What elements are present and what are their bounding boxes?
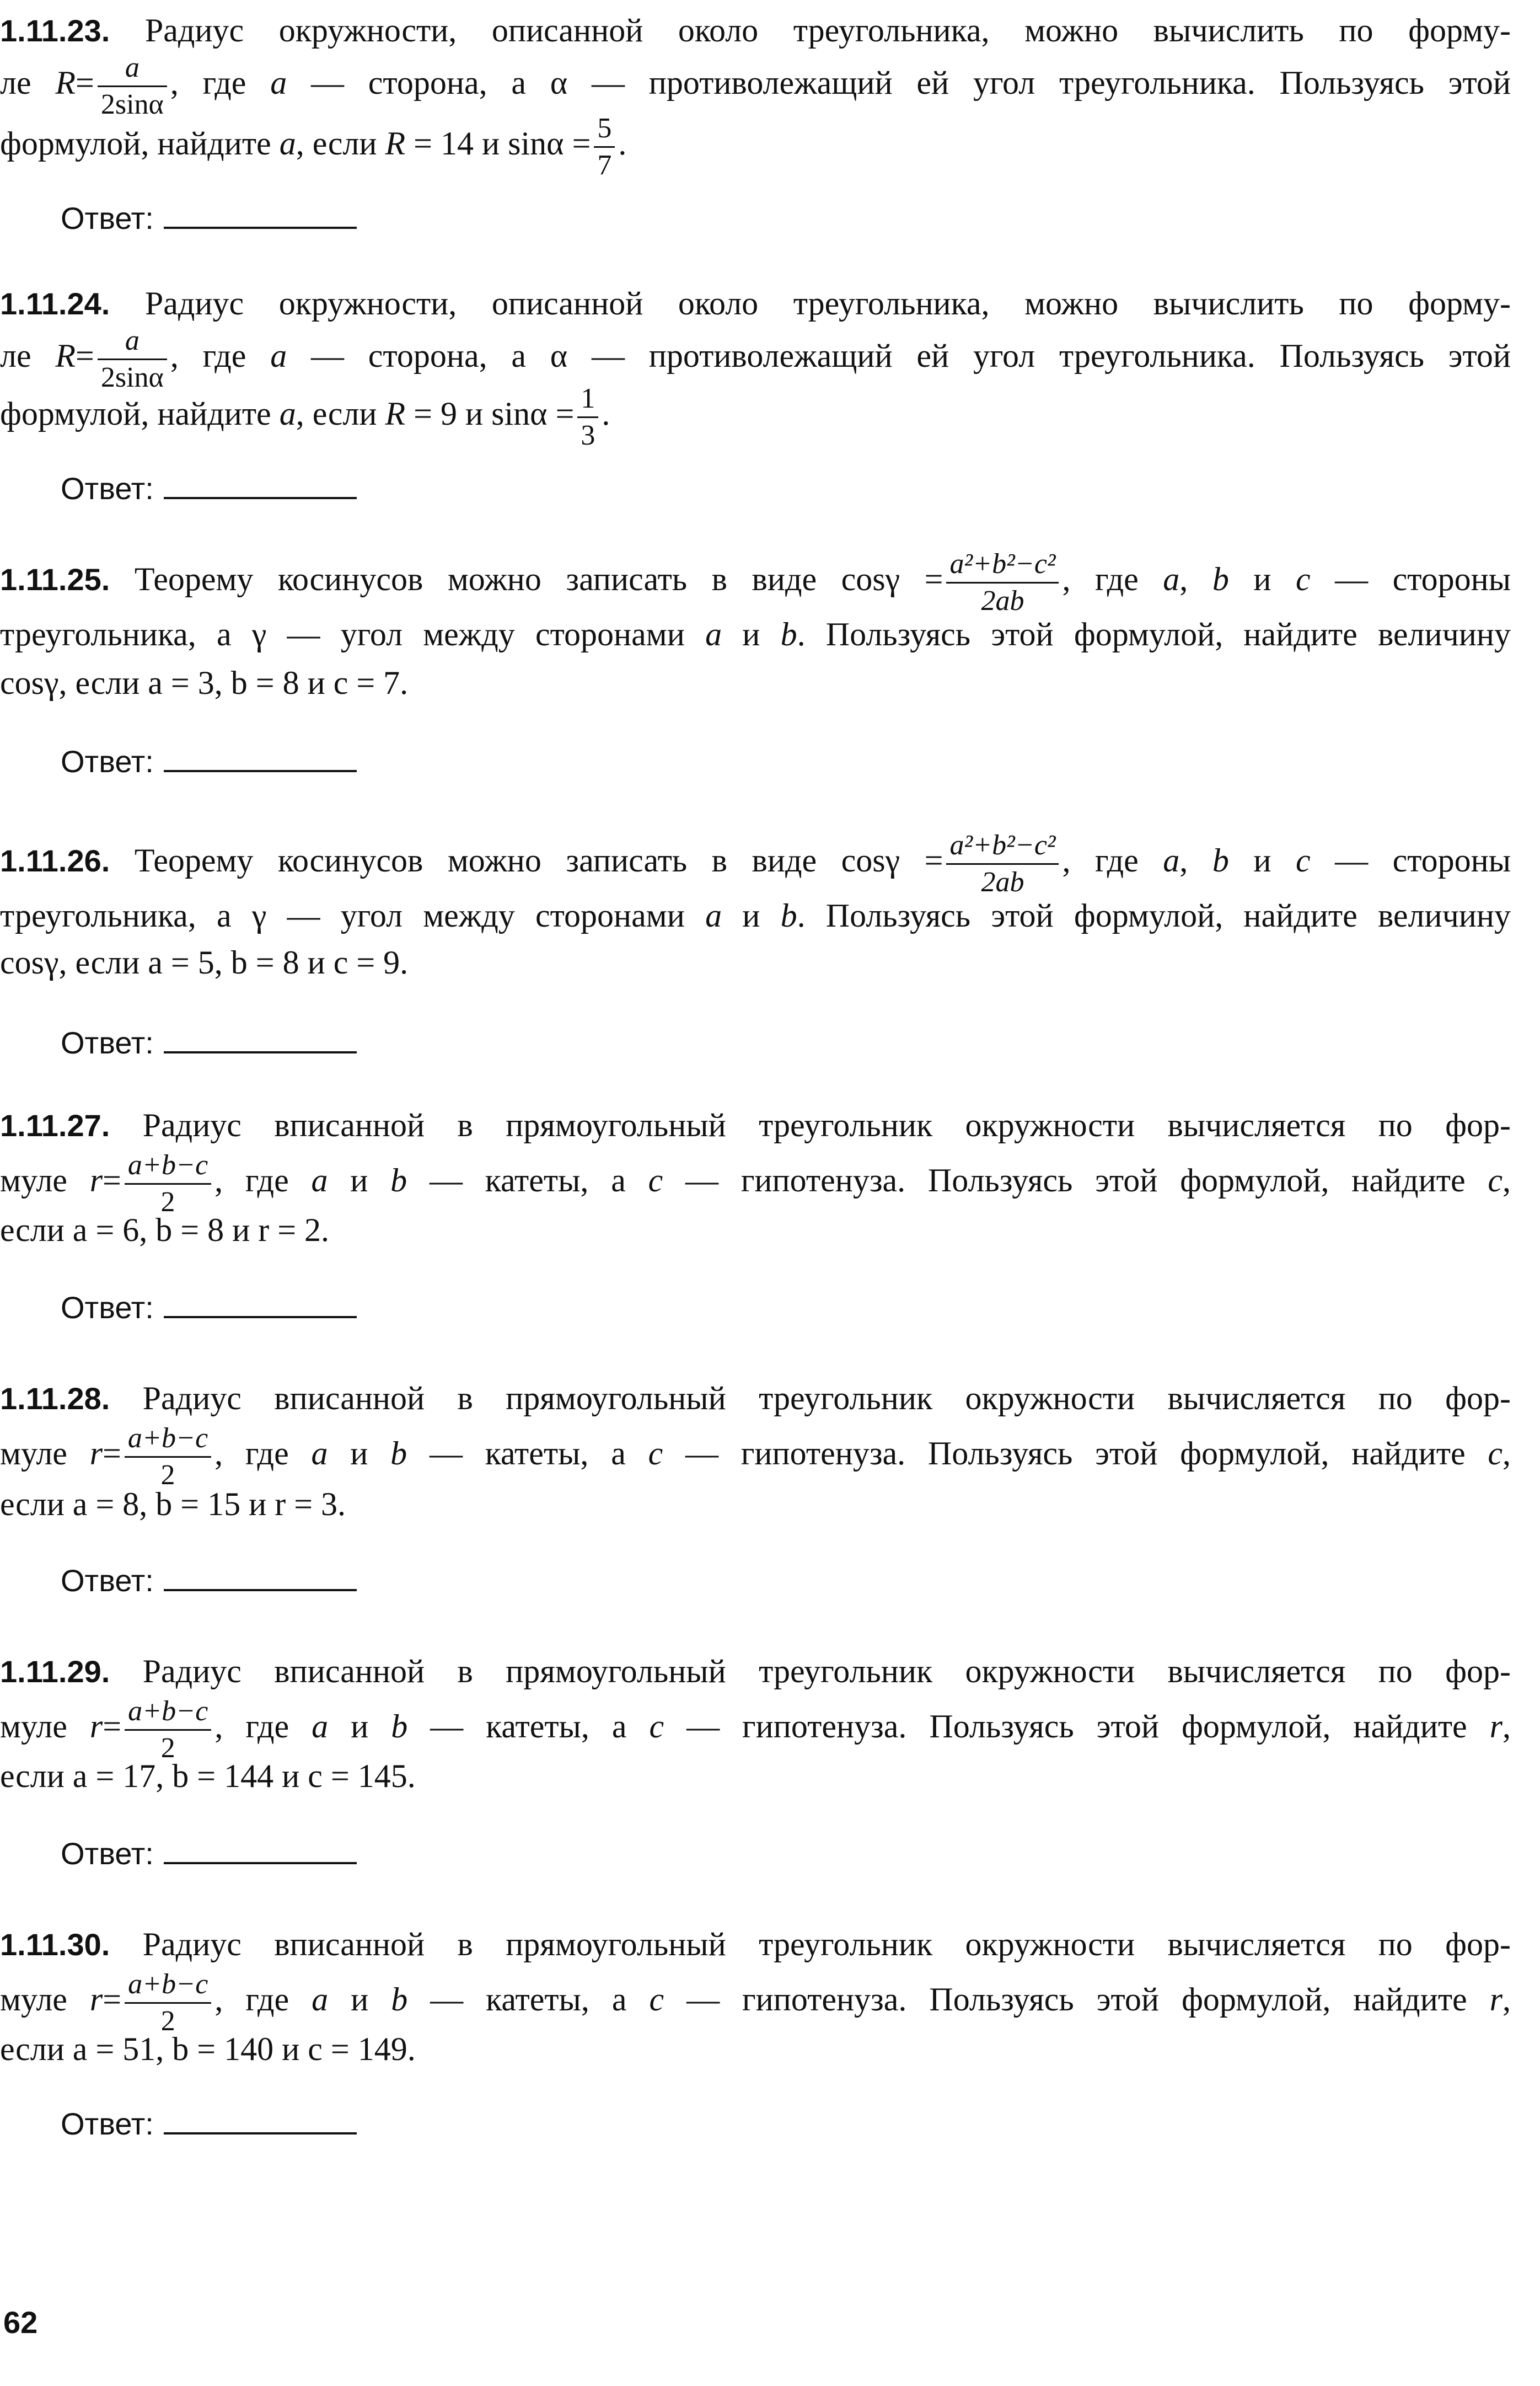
formula-fraction: $\frac{a+b-c}{2}$ bbox=[125, 1697, 211, 1763]
problem-line-3: если a = 51, b = 140 и c = 149. bbox=[0, 2031, 416, 2067]
answer-blank[interactable] bbox=[164, 1558, 357, 1591]
answer-row: Ответ: bbox=[61, 196, 357, 240]
problem-line-1: 1.11.30. Радиус вписанной в прямоугольный треугольник окружности вычисляется по фор- bbox=[0, 1926, 1511, 1962]
problem-line-1: 1.11.25. Теорему косинусов можно записать в виде cosγ = $\frac{\text{a²+b²−c²}}{2ab}$ , где a, b и c — стороны bbox=[0, 548, 1511, 617]
problem-line-2: треугольника, а γ — угол между сторонами a и b. Пользуясь этой формулой, найдите величину bbox=[0, 616, 1511, 652]
problem-line-3: cosγ, если a = 5, b = 8 и c = 9. bbox=[0, 944, 409, 981]
problem-number: 1.11.30. bbox=[0, 1927, 110, 1962]
problem-line-1: 1.11.23. Радиус окружности, описанной около треугольника, можно вычислить по форму- bbox=[0, 12, 1511, 49]
formula-fraction: $\frac{a}{2\sin\alpha}$ bbox=[98, 327, 167, 392]
answer-blank[interactable] bbox=[164, 2101, 357, 2134]
problem-line-2: ле R= $\frac{a}{2\sin\alpha}$ , где a — сторона, а α — противолежащий ей угол треугольника. Пользуясь этой bbox=[0, 51, 1511, 120]
problem-number: 1.11.25. bbox=[0, 562, 110, 597]
answer-row: Ответ: bbox=[61, 739, 357, 783]
problem-number: 1.11.26. bbox=[0, 843, 110, 878]
formula-fraction: $\frac{\text{a²+b²−c²}}{2ab}$ bbox=[946, 831, 1059, 897]
problem-line-1: 1.11.28. Радиус вписанной в прямоугольный треугольник окружности вычисляется по фор- bbox=[0, 1380, 1511, 1416]
answer-row: Ответ: bbox=[61, 1558, 357, 1602]
problem-line-1: 1.11.26. Теорему косинусов можно записать в виде cosγ = $\frac{\text{a²+b²−c²}}{2ab}$ , где a, b и c — стороны bbox=[0, 829, 1511, 898]
page-number: 62 bbox=[3, 2305, 38, 2340]
problem-line-3: формулой, найдите a, если R = 9 и sinα = $\frac{1}{3}$ . bbox=[0, 382, 610, 451]
answer-blank[interactable] bbox=[164, 1831, 357, 1864]
problem-line-2: ле R= $\frac{a}{2\sin\alpha}$ , где a — сторона, а α — противолежащий ей угол треугольника. Пользуясь этой bbox=[0, 324, 1511, 393]
formula-fraction: $\frac{a+b-c}{2}$ bbox=[125, 1424, 211, 1490]
problem-line-3: cosγ, если a = 3, b = 8 и c = 7. bbox=[0, 665, 409, 701]
problem-number: 1.11.28. bbox=[0, 1381, 110, 1416]
answer-blank[interactable] bbox=[164, 1020, 357, 1053]
problem-line-2: муле r= $\frac{a+b-c}{2}$ , где a и b — катеты, а c — гипотенуза. Пользуясь этой формулой, найдите r, bbox=[0, 1968, 1511, 2037]
answer-blank[interactable] bbox=[164, 739, 357, 772]
formula-fraction: $\frac{\text{a²+b²−c²}}{2ab}$ bbox=[946, 550, 1059, 616]
problem-number: 1.11.29. bbox=[0, 1654, 110, 1689]
answer-blank[interactable] bbox=[164, 196, 357, 229]
problem-line-2: муле r= $\frac{a+b-c}{2}$ , где a и b — катеты, а c — гипотенуза. Пользуясь этой формулой, найдите r, bbox=[0, 1695, 1511, 1764]
problem-line-3: формулой, найдите a, если R = 14 и sinα = $\frac{5}{7}$ . bbox=[0, 112, 627, 181]
problem-number: 1.11.24. bbox=[0, 286, 110, 321]
problem-line-3: если a = 6, b = 8 и r = 2. bbox=[0, 1212, 330, 1248]
problem-line-2: треугольника, а γ — угол между сторонами a и b. Пользуясь этой формулой, найдите величину bbox=[0, 897, 1511, 934]
answer-blank[interactable] bbox=[164, 466, 357, 499]
answer-row: Ответ: bbox=[61, 1020, 357, 1064]
problem-line-1: 1.11.29. Радиус вписанной в прямоугольный треугольник окружности вычисляется по фор- bbox=[0, 1653, 1511, 1689]
problem-number: 1.11.27. bbox=[0, 1108, 110, 1143]
formula-fraction: $\frac{a}{2\sin\alpha}$ bbox=[98, 54, 167, 119]
value-fraction: $\frac{1}{3}$ bbox=[577, 384, 598, 450]
problem-line-2: муле r= $\frac{a+b-c}{2}$ , где a и b — катеты, а c — гипотенуза. Пользуясь этой формулой, найдите c, bbox=[0, 1149, 1511, 1218]
value-fraction: $\frac{5}{7}$ bbox=[594, 114, 615, 180]
formula-fraction: $\frac{a+b-c}{2}$ bbox=[125, 1151, 211, 1217]
answer-row: Ответ: bbox=[61, 466, 357, 510]
problem-line-1: 1.11.24. Радиус окружности, описанной около треугольника, можно вычислить по форму- bbox=[0, 285, 1511, 322]
answer-blank[interactable] bbox=[164, 1285, 357, 1318]
problem-line-3: если a = 8, b = 15 и r = 3. bbox=[0, 1486, 346, 1522]
answer-row: Ответ: bbox=[61, 1831, 357, 1875]
problem-line-1: 1.11.27. Радиус вписанной в прямоугольный треугольник окружности вычисляется по фор- bbox=[0, 1107, 1511, 1143]
problem-line-3: если a = 17, b = 144 и c = 145. bbox=[0, 1758, 416, 1794]
formula-fraction: $\frac{a+b-c}{2}$ bbox=[125, 1970, 211, 2036]
answer-row: Ответ: bbox=[61, 1285, 357, 1329]
problem-line-2: муле r= $\frac{a+b-c}{2}$ , где a и b — катеты, а c — гипотенуза. Пользуясь этой формулой, найдите c, bbox=[0, 1422, 1511, 1491]
answer-row: Ответ: bbox=[61, 2101, 357, 2146]
problem-number: 1.11.23. bbox=[0, 13, 110, 48]
